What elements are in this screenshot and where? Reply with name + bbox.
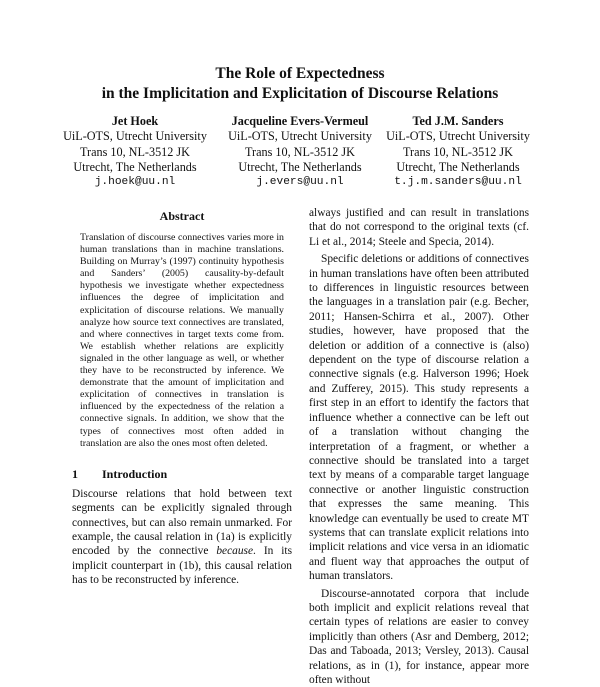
- author-address: Trans 10, NL-3512 JK: [80, 144, 190, 159]
- right-paragraph-3: Discourse-annotated corpora that include both implicit and explicit relations reveal that certain types of relations are easier to convey implicitly than others (Asr and Demberg, 2012; Das and Taboada, 2013; Versley, 2013). Causal relations, as in (1), for instance, appear more often without: [309, 587, 529, 686]
- author-affiliation: UiL-OTS, Utrecht University: [228, 129, 372, 144]
- section-number: 1: [72, 466, 78, 481]
- intro-italic-term: because: [216, 545, 254, 558]
- author-name: Jacqueline Evers-Vermeul: [231, 114, 369, 128]
- author-affiliation: UiL-OTS, Utrecht University: [386, 129, 530, 144]
- author-city: Utrecht, The Netherlands: [396, 159, 520, 174]
- paper-title: [0, 64, 600, 104]
- title-line-1: The Role of Expectedness: [215, 65, 385, 82]
- author-block: [0, 114, 600, 189]
- title-line-2: in the Implicitation and Explicitation of Discourse Relations: [101, 85, 499, 102]
- section-title: Introduction: [102, 466, 168, 481]
- author-name: Ted J.M. Sanders: [412, 114, 504, 128]
- abstract-heading: Abstract: [159, 209, 205, 223]
- author-sanders: [363, 114, 553, 190]
- intro-text-a: Discourse relations that hold between text segments can be explicitly signaled through connectives, but can also remain unmarked. For example, the causal relation in (1a) is explicitly encoded by the connective: [72, 487, 292, 558]
- author-address: Trans 10, NL-3512 JK: [245, 144, 355, 159]
- author-affiliation: UiL-OTS, Utrecht University: [63, 129, 207, 144]
- author-email: t.j.m.sanders@uu.nl: [394, 176, 522, 189]
- author-email: j.hoek@uu.nl: [94, 176, 176, 189]
- author-city: Utrecht, The Netherlands: [238, 159, 362, 174]
- author-city: Utrecht, The Netherlands: [73, 159, 197, 174]
- introduction-paragraph: [72, 487, 292, 588]
- right-column: [309, 206, 529, 687]
- left-column: [72, 208, 292, 588]
- right-paragraph-1: always justified and can result in translations that do not correspond to the original texts (cf. Li et al., 2014; Steele and Specia, 2014).: [309, 207, 529, 248]
- intro-text-b: . In its implicit counterpart in (1b), this causal relation has to be reconstructed by inference.: [72, 545, 293, 587]
- author-email: j.evers@uu.nl: [256, 176, 344, 189]
- abstract-text: Translation of discourse connectives varies more in human translations than in machine translations. Building on Murray’s (1997) continuity hypothesis and Sanders’ (2005) causality-by-default hypothesis we investigate whether expectedness influences the degree of implicitation and explicitation of discourse relations. We manually analyze how source text connectives are translated, and where connectives in target texts come from. We establish whether relations are explicitly signaled in the other language as well, or whether they have to be reconstructed by inference. We demonstrate that the amount of implicitation and explicitation of connectives in translation is influenced by the expectedness of the relation a connective signals. In addition, we show that the types of connectives most often added in translation are also the ones most often deleted.: [80, 232, 284, 449]
- author-address: Trans 10, NL-3512 JK: [403, 144, 513, 159]
- author-hoek: [40, 114, 230, 190]
- author-name: Jet Hoek: [111, 114, 159, 128]
- section-heading-introduction: [72, 466, 292, 482]
- right-paragraph-2: Specific deletions or additions of connectives in human translations have often been attributed to differences in linguistic resources between the languages in a translation pair (e.g. Becher, 2011; Hansen-Schirra et al., 2007). Other studies, however, have proposed that the deletion or addition of a connective is (also) dependent on the type of discourse relation a connective signals (e.g. Halverson 1996; Hoek and Zufferey, 2015). This study represents a first step in an effort to identify the factors that influence whether a connective can be left out of a translation without changing the interpretation of a fragment, or whether a connective should be translated into a target text by means of a comparable target language connective or another linguistic construction that expresses the same meaning. This knowledge can eventually be used to create MT systems that can translate explicit relations into implicit relations and vice versa in an idiomatic and fluent way that approaches the output of human translators.: [309, 253, 529, 583]
